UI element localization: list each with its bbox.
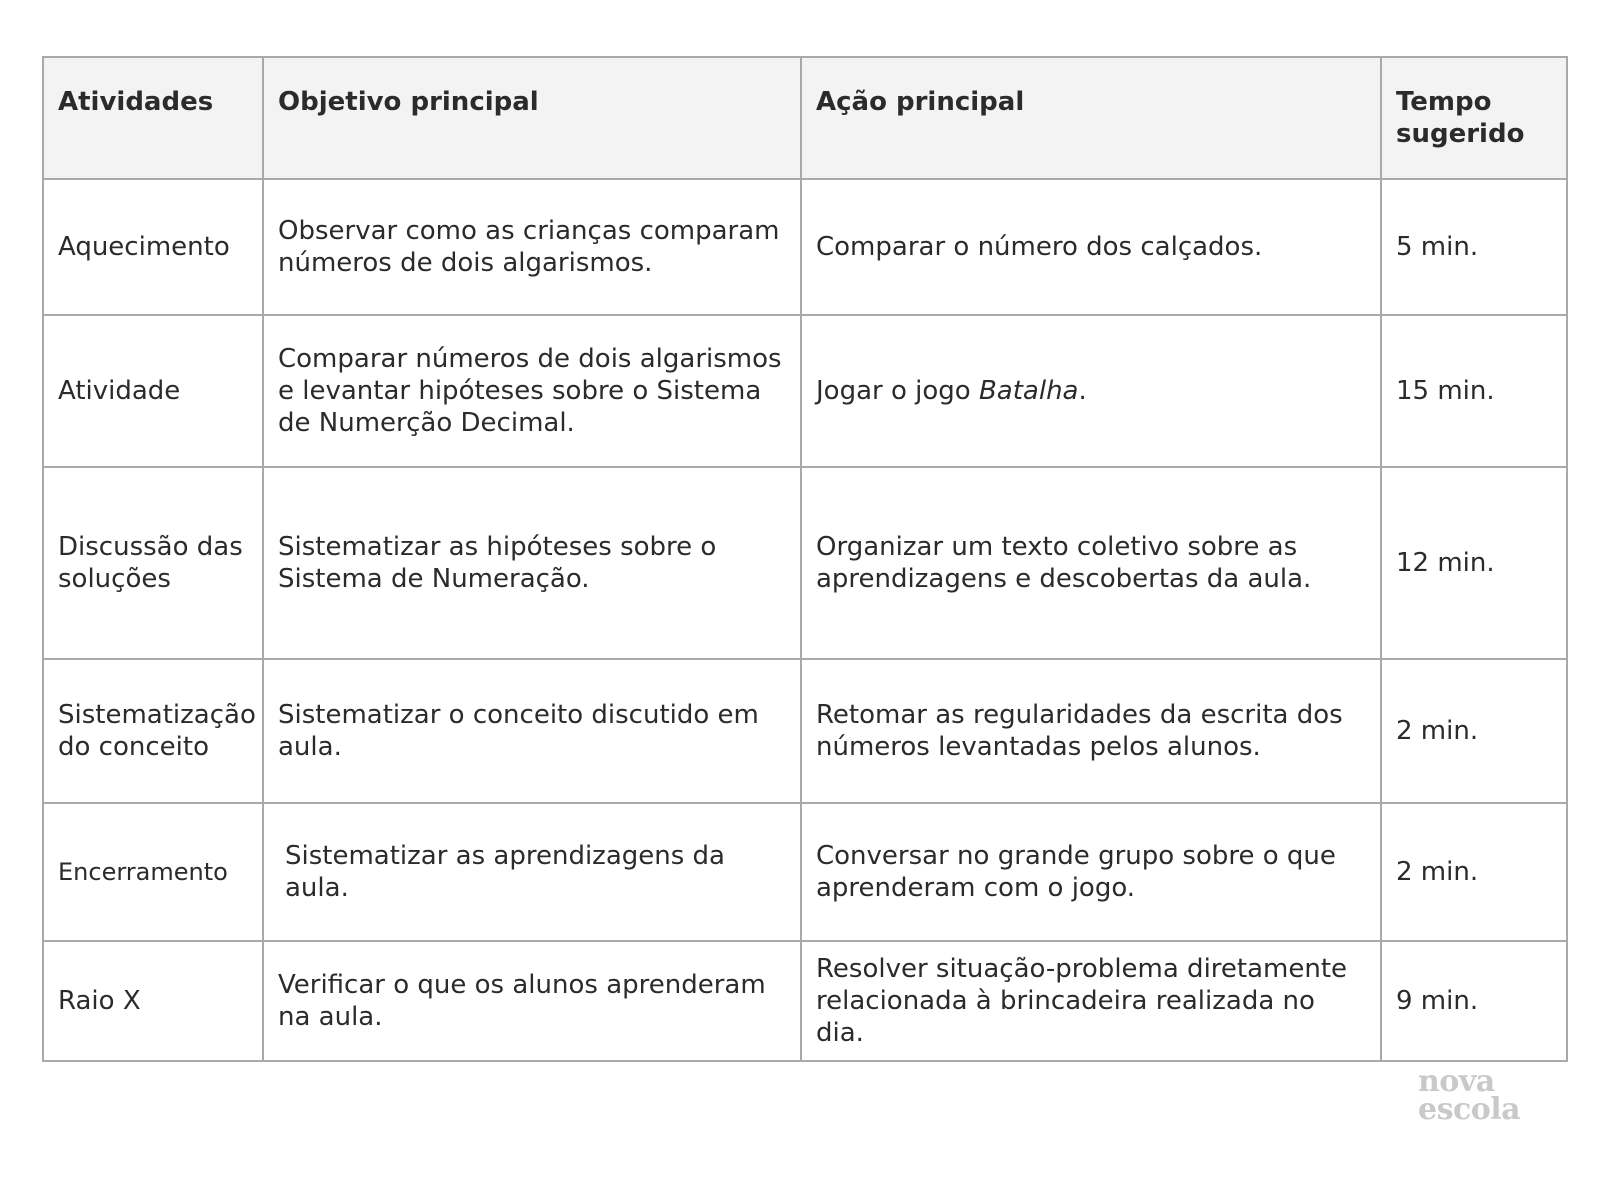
lesson-plan-table [42,56,1568,1062]
cell-tempo: 2 min. [1381,803,1567,941]
cell-objetivo: Verificar o que os alunos aprenderam na aula. [263,941,801,1061]
acao-text-suffix: . [1078,376,1087,406]
header-row [43,57,1567,179]
cell-acao: Comparar o número dos calçados. [801,179,1381,315]
table-row [43,659,1567,803]
table-row [43,803,1567,941]
cell-atividade: Aquecimento [43,179,263,315]
header-objetivo-principal: Objetivo principal [263,57,801,179]
cell-acao: Conversar no grande grupo sobre o que aprenderam com o jogo. [801,803,1381,941]
nova-escola-logo [1418,1064,1538,1127]
cell-atividade: Raio X [43,941,263,1061]
cell-tempo: 5 min. [1381,179,1567,315]
cell-objetivo: Sistematizar as aprendizagens da aula. [263,803,801,941]
cell-objetivo: Comparar números de dois algarismos e levantar hipóteses sobre o Sistema de Numerção Decimal. [263,315,801,467]
table-row [43,179,1567,315]
cell-atividade: Encerramento [43,803,263,941]
cell-objetivo: Sistematizar o conceito discutido em aula. [263,659,801,803]
header-atividades: Atividades [43,57,263,179]
table-body [43,179,1567,1061]
cell-acao [801,315,1381,467]
header-acao-principal: Ação principal [801,57,1381,179]
cell-objetivo: Observar como as crianças comparam números de dois algarismos. [263,179,801,315]
cell-tempo: 2 min. [1381,659,1567,803]
cell-atividade: Discussão das soluções [43,467,263,659]
logo-line-escola: escola [1418,1092,1521,1127]
cell-acao: Organizar um texto coletivo sobre as aprendizagens e descobertas da aula. [801,467,1381,659]
cell-atividade: Sistematização do conceito [43,659,263,803]
cell-tempo: 12 min. [1381,467,1567,659]
cell-acao: Resolver situação-problema diretamente relacionada à brincadeira realizada no dia. [801,941,1381,1061]
table-row [43,315,1567,467]
acao-text-prefix: Jogar o jogo [816,376,979,406]
table-header [43,57,1567,179]
cell-tempo: 15 min. [1381,315,1567,467]
table-row [43,467,1567,659]
cell-tempo: 9 min. [1381,941,1567,1061]
game-name-italic: Batalha [978,376,1079,406]
logo-line-nova: nova [1418,1064,1495,1099]
cell-acao: Retomar as regularidades da escrita dos números levantadas pelos alunos. [801,659,1381,803]
cell-atividade: Atividade [43,315,263,467]
table-row [43,941,1567,1061]
header-tempo-sugerido: Tempo sugerido [1381,57,1567,179]
cell-objetivo: Sistematizar as hipóteses sobre o Sistema de Numeração. [263,467,801,659]
